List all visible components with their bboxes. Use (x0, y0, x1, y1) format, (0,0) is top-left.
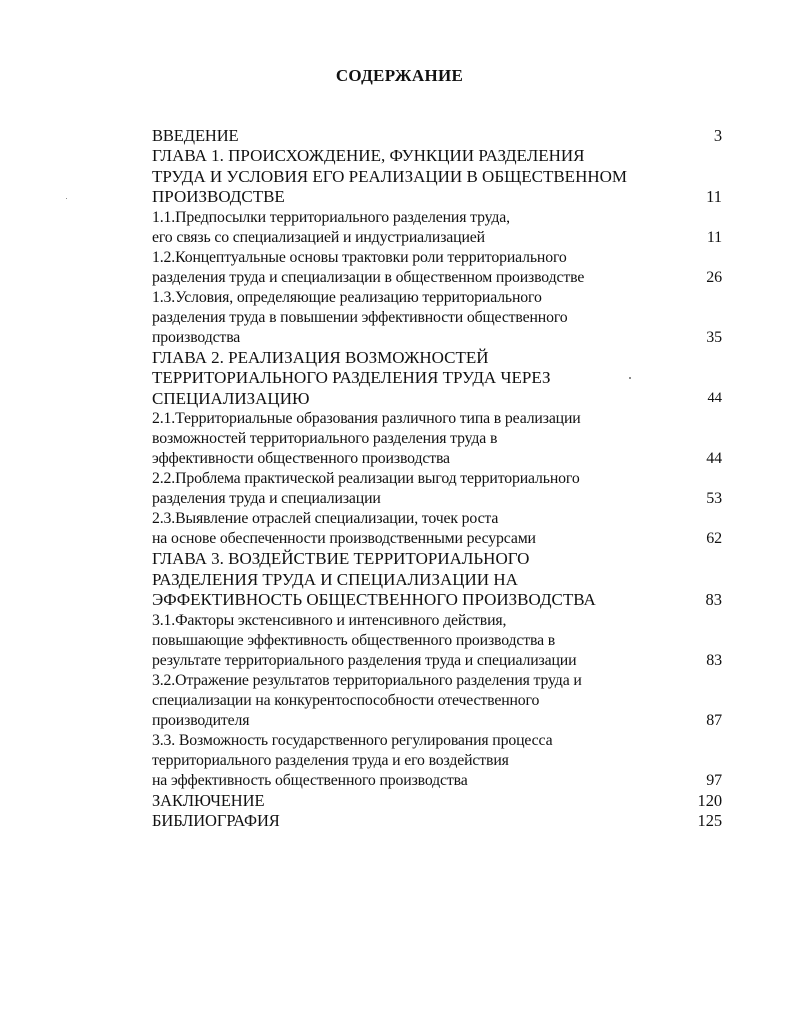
toc-entry (152, 509, 722, 549)
toc-page-number: 3 (713, 126, 722, 145)
toc-entry-title (152, 811, 722, 831)
toc-entry-line: повышающие эффективность общественного производства в (152, 631, 556, 649)
toc-entry-title (152, 248, 722, 288)
toc-page-number: 62 (706, 530, 722, 547)
toc-entry-title (152, 731, 722, 791)
scan-speck (66, 198, 67, 199)
toc-entry-title (152, 671, 722, 731)
scan-speck (629, 377, 631, 379)
page-title: СОДЕРЖАНИЕ (335, 66, 464, 85)
toc-entry-title (152, 208, 722, 248)
toc-entry (152, 409, 722, 469)
toc-entry (152, 731, 722, 791)
toc-entry-line: 3.2.Отражение результатов территориального разделения труда и (152, 671, 582, 689)
toc-entry-line: ПРОИЗВОДСТВЕ (152, 187, 285, 206)
toc-entry-line: территориального разделения труда и его воздействия (152, 751, 509, 769)
toc-entry-line: 3.3. Возможность государственного регулирования процесса (152, 731, 553, 749)
toc-entry-title (152, 549, 722, 611)
toc-entry (152, 791, 722, 811)
toc-entry-title (152, 146, 722, 208)
toc-entry-line: 2.1.Территориальные образования различного типа в реализации (152, 410, 581, 427)
toc-entry-line: разделения труда и специализации (152, 490, 381, 507)
toc-page-number: 35 (706, 328, 722, 346)
toc-entry (152, 146, 722, 208)
toc-entry-line: 1.3.Условия, определяющие реализацию территориального (152, 288, 542, 306)
toc-entry (152, 611, 722, 671)
toc-entry-line: ГЛАВА 3. ВОЗДЕЙСТВИЕ ТЕРРИТОРИАЛЬНОГО (152, 549, 530, 568)
toc-entry-title (152, 409, 722, 469)
toc-entry-title (152, 126, 722, 146)
toc-page-number: 26 (706, 268, 722, 286)
toc-entry-line: 1.1.Предпосылки территориального разделения труда, (152, 208, 510, 226)
toc-entry-line: возможностей территориального разделения труда в (152, 430, 498, 447)
toc-entry-line: на основе обеспеченности производственными ресурсами (152, 530, 536, 547)
toc-entry-line: ЗАКЛЮЧЕНИЕ (152, 790, 265, 810)
toc-entry-line: результате территориального разделения труда и специализации (152, 651, 577, 669)
toc-page-number: 83 (705, 590, 722, 609)
toc-entry (152, 469, 722, 509)
toc-entry-line: его связь со специализацией и индустриализацией (152, 228, 485, 246)
toc-entry-line: эффективности общественного производства (152, 450, 450, 467)
toc-entry (152, 288, 722, 348)
toc-entry-line: ЭФФЕКТИВНОСТЬ ОБЩЕСТВЕННОГО ПРОИЗВОДСТВА (152, 590, 596, 609)
toc-entry (152, 671, 722, 731)
toc-entry (152, 126, 722, 146)
toc-entry-line: ТРУДА И УСЛОВИЯ ЕГО РЕАЛИЗАЦИИ В ОБЩЕСТВЕННОМ (152, 166, 628, 186)
toc-entry-line: БИБЛИОГРАФИЯ (152, 810, 280, 830)
toc-entry-line: производителя (152, 711, 250, 729)
toc-entry-line: ТЕРРИТОРИАЛЬНОГО РАЗДЕЛЕНИЯ ТРУДА ЧЕРЕЗ (152, 368, 551, 387)
toc-entry (152, 208, 722, 248)
toc-entry-line: на эффективность общественного производства (152, 771, 468, 789)
toc-page-number: 120 (697, 790, 722, 810)
toc-entry (152, 248, 722, 288)
toc-entry-line: ГЛАВА 1. ПРОИСХОЖДЕНИЕ, ФУНКЦИИ РАЗДЕЛЕНИЯ (152, 146, 585, 165)
toc-entry (152, 811, 722, 831)
toc-entry (152, 549, 722, 611)
toc-entry-title (152, 348, 722, 410)
toc-entry-title (152, 469, 722, 509)
toc-entry-line: разделения труда и специализации в общественном производстве (152, 268, 585, 286)
toc-entry-line: специализации на конкурентоспособности отечественного (152, 691, 540, 709)
toc-page-number: 83 (706, 651, 722, 669)
table-of-contents (152, 126, 722, 831)
toc-entry-line: ГЛАВА 2. РЕАЛИЗАЦИЯ ВОЗМОЖНОСТЕЙ (152, 347, 489, 367)
toc-page-number: 87 (706, 711, 722, 729)
toc-entry-line: РАЗДЕЛЕНИЯ ТРУДА И СПЕЦИАЛИЗАЦИИ НА (152, 569, 518, 589)
toc-page-number: 53 (706, 490, 722, 507)
toc-entry (152, 348, 722, 410)
toc-entry-title (152, 611, 722, 671)
toc-entry-line: СПЕЦИАЛИЗАЦИЮ (152, 388, 310, 408)
toc-page-number: 44 (706, 450, 722, 467)
toc-page-number: 125 (697, 810, 722, 830)
toc-page-number: 97 (706, 771, 722, 789)
toc-entry-line: производства (152, 328, 241, 346)
toc-entry-line: 3.1.Факторы экстенсивного и интенсивного действия, (152, 611, 507, 629)
toc-page-number: 44 (707, 389, 722, 406)
toc-entry-line: разделения труда в повышении эффективности общественного (152, 308, 568, 326)
toc-page-number: 11 (706, 187, 722, 206)
toc-entry-line: 2.2.Проблема практической реализации выгод территориального (152, 470, 580, 487)
toc-page-number: 11 (706, 228, 722, 246)
toc-entry-line: 1.2.Концептуальные основы трактовки роли территориального (152, 248, 567, 266)
toc-entry-line: 2.3.Выявление отраслей специализации, точек роста (152, 510, 499, 527)
toc-entry-title (152, 288, 722, 348)
toc-entry-title (152, 791, 722, 811)
toc-entry-line: ВВЕДЕНИЕ (152, 126, 239, 145)
toc-entry-title (152, 509, 722, 549)
